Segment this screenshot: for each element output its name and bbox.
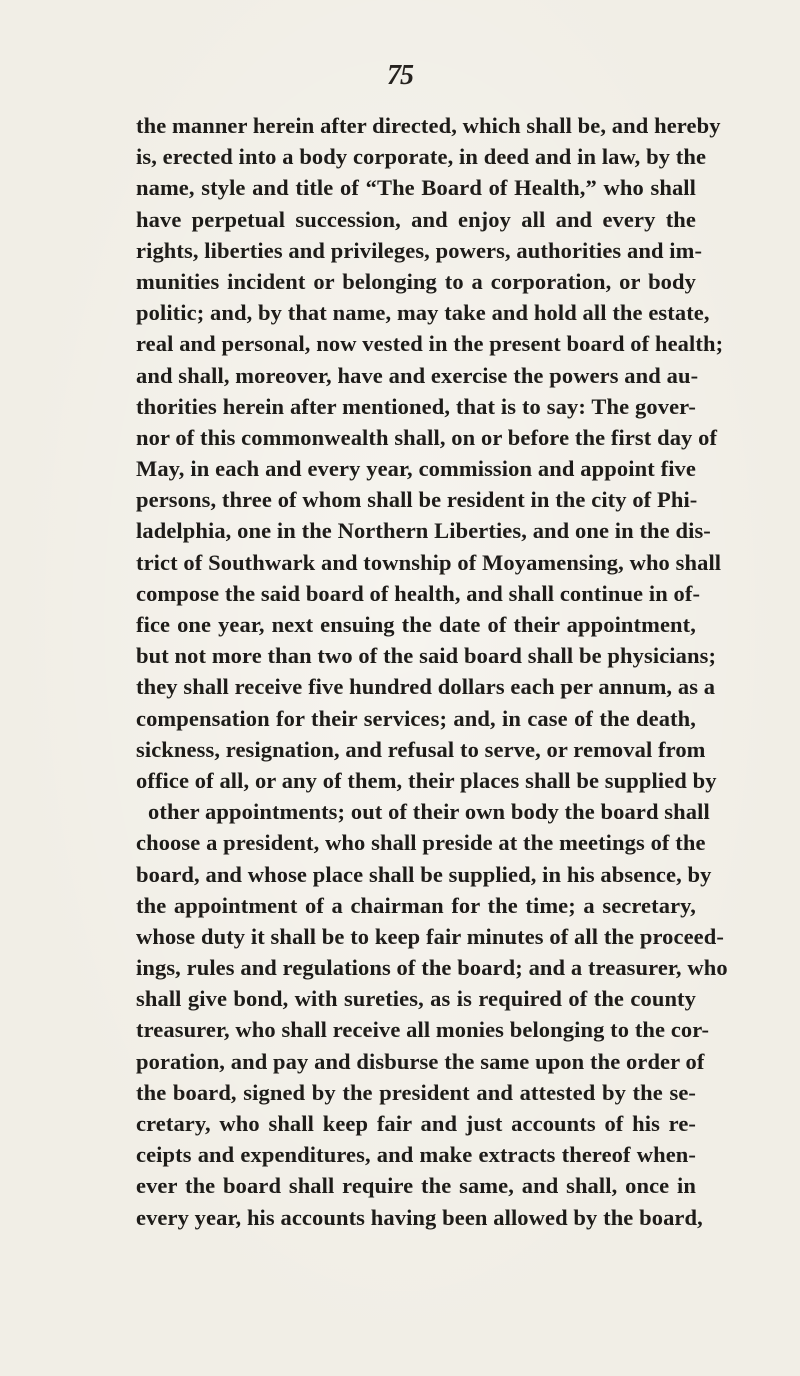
text-line-28: ings, rules and regulations of the board; and a treasurer, who <box>136 955 728 981</box>
text-line-8: real and personal, now vested in the present board of health; <box>136 331 724 357</box>
text-line-26: the appointment of a chairman for the time; a secretary, <box>136 892 696 918</box>
text-line-17: fice one year, next ensuing the date of their appointment, <box>136 612 696 637</box>
text-line-19: they shall receive five hundred dollars each per annum, as a <box>136 674 716 700</box>
text-line-12: May, in each and every year, commission and appoint five <box>136 456 696 482</box>
text-line-1: the manner herein after directed, which shall be, and hereby <box>136 113 721 138</box>
text-line-6: munities incident or belonging to a corporation, or body <box>136 268 696 294</box>
text-line-20: compensation for their services; and, in case of the death, <box>136 705 696 731</box>
text-line-10: thorities herein after mentioned, that is to say: The gover- <box>136 393 696 419</box>
text-line-2: is, erected into a body corporate, in deed and in law, by the <box>136 144 707 170</box>
text-line-16: compose the said board of health, and shall continue in of- <box>136 580 701 606</box>
text-line-21: sickness, resignation, and refusal to serve, or removal from <box>136 736 706 762</box>
text-line-4: have perpetual succession, and enjoy all and every the <box>136 206 696 232</box>
text-line-13: persons, three of whom shall be resident in the city of Phi- <box>136 487 698 513</box>
text-line-14: ladelphia, one in the Northern Liberties, and one in the dis- <box>136 518 711 544</box>
text-line-29: shall give bond, with sureties, as is required of the county <box>136 986 696 1012</box>
page-number: 75 <box>387 60 413 91</box>
text-line-15: trict of Southwark and township of Moyamensing, who shall <box>136 549 722 575</box>
text-line-32: the board, signed by the president and attested by the se- <box>136 1079 696 1105</box>
text-line-9: and shall, moreover, have and exercise the powers and au- <box>136 362 699 388</box>
text-line-25: board, and whose place shall be supplied, in his absence, by <box>136 861 712 887</box>
text-line-27: whose duty it shall be to keep fair minutes of all the proceed- <box>136 923 724 949</box>
body-text <box>136 110 728 1233</box>
text-line-34: ceipts and expenditures, and make extracts thereof when- <box>136 1142 696 1168</box>
text-line-7: politic; and, by that name, may take and hold all the estate, <box>136 300 710 326</box>
text-line-33: cretary, who shall keep fair and just accounts of his re- <box>136 1111 696 1136</box>
text-line-35: ever the board shall require the same, and shall, once in <box>136 1173 696 1199</box>
text-line-5: rights, liberties and privileges, powers, authorities and im- <box>136 237 703 263</box>
text-line-30: treasurer, who shall receive all monies belonging to the cor- <box>136 1017 710 1043</box>
text-line-31: poration, and pay and disburse the same upon the order of <box>136 1048 705 1074</box>
text-line-11: nor of this commonwealth shall, on or before the first day of <box>136 424 718 450</box>
text-line-22: office of all, or any of them, their places shall be supplied by <box>136 767 717 793</box>
text-line-18: but not more than two of the said board shall be physicians; <box>136 643 717 669</box>
text-line-24: choose a president, who shall preside at the meetings of the <box>136 830 706 856</box>
text-line-36: every year, his accounts having been allowed by the board, <box>136 1204 703 1230</box>
text-line-23: other appointments; out of their own body the board shall <box>148 799 710 825</box>
text-line-3: name, style and title of “The Board of Health,” who shall <box>136 175 696 201</box>
